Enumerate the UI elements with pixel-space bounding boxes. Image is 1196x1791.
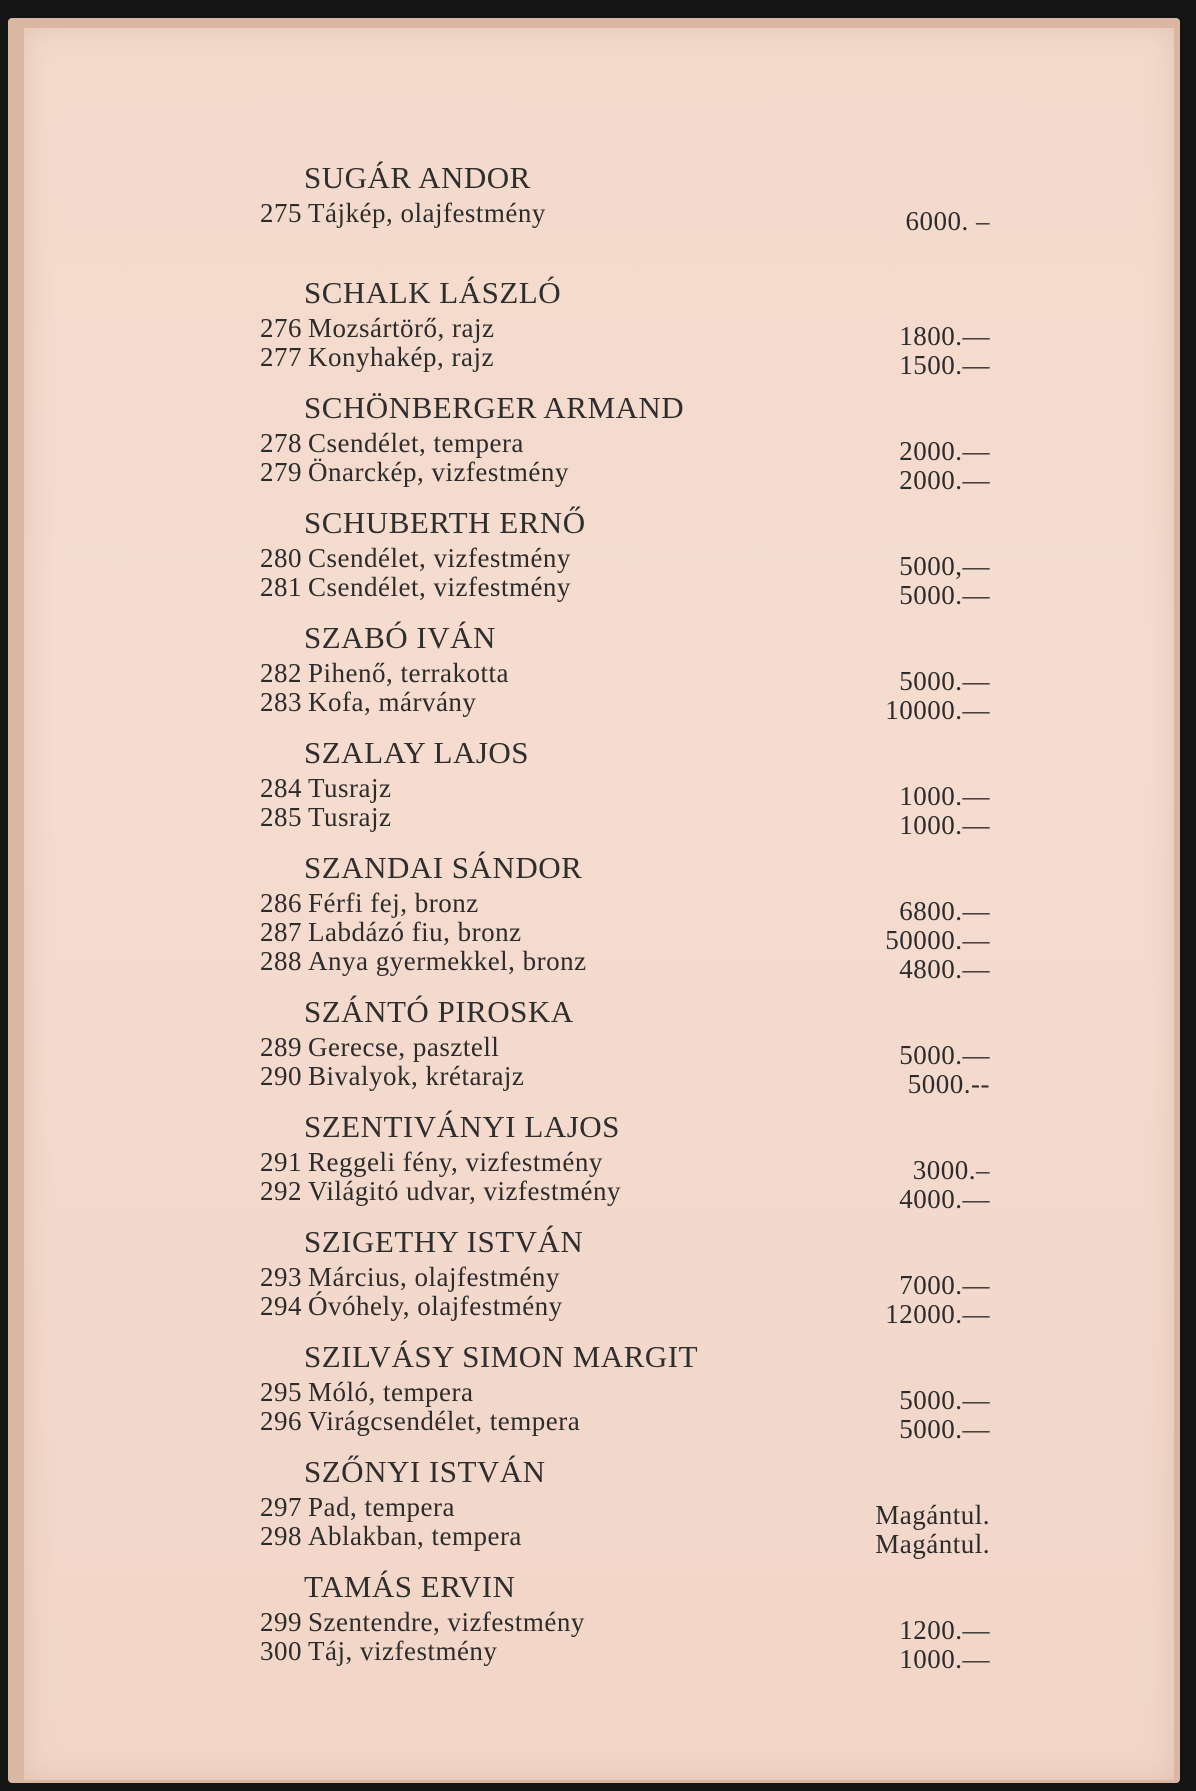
entry-number: 295 bbox=[260, 1377, 302, 1407]
entry-title: Táj, vizfestmény bbox=[308, 1636, 498, 1666]
entry-price: 4800.— bbox=[899, 954, 990, 984]
entry-number: 287 bbox=[260, 917, 302, 947]
catalog-entry bbox=[220, 1406, 1010, 1444]
entry-price: 5000.— bbox=[899, 1040, 990, 1070]
artist-name: SCHUBERTH ERNŐ bbox=[304, 505, 586, 540]
entry-number: 283 bbox=[260, 687, 302, 717]
entry-number: 278 bbox=[260, 428, 302, 458]
entry-price: 5000.— bbox=[899, 666, 990, 696]
entry-price: 5000.— bbox=[899, 1385, 990, 1415]
entry-number: 288 bbox=[260, 946, 302, 976]
artist-section bbox=[220, 158, 1010, 273]
entry-title: Csendélet, vizfestmény bbox=[308, 543, 571, 573]
catalog-entry bbox=[220, 1147, 1010, 1185]
entry-title: Ablakban, tempera bbox=[308, 1521, 522, 1551]
catalog-entry bbox=[220, 572, 1010, 610]
entry-price: 50000.— bbox=[885, 925, 990, 955]
artist-section bbox=[220, 503, 1010, 618]
entry-number: 279 bbox=[260, 457, 302, 487]
catalog-entry bbox=[220, 342, 1010, 380]
artist-name: SZIGETHY ISTVÁN bbox=[304, 1224, 584, 1259]
artist-section bbox=[220, 1107, 1010, 1222]
entry-number: 292 bbox=[260, 1176, 302, 1206]
entry-price: 5000.— bbox=[899, 580, 990, 610]
entry-price: 6000. – bbox=[905, 206, 990, 236]
artist-section bbox=[220, 1337, 1010, 1452]
entry-number: 293 bbox=[260, 1262, 302, 1292]
entry-title: Szentendre, vizfestmény bbox=[308, 1607, 585, 1637]
entry-title: Csendélet, tempera bbox=[308, 428, 524, 458]
artist-name: TAMÁS ERVIN bbox=[304, 1569, 516, 1604]
catalog-entry bbox=[220, 1061, 1010, 1099]
artist-section bbox=[220, 388, 1010, 503]
artist-name: SZENTIVÁNYI LAJOS bbox=[304, 1109, 620, 1144]
entry-price: 1000.— bbox=[899, 781, 990, 811]
entry-title: Tájkép, olajfestmény bbox=[308, 198, 546, 228]
entry-number: 298 bbox=[260, 1521, 302, 1551]
artist-name: SZÁNTÓ PIROSKA bbox=[304, 994, 574, 1029]
catalog-entry bbox=[220, 687, 1010, 725]
catalog-entry bbox=[220, 1607, 1010, 1645]
catalog-entry bbox=[220, 773, 1010, 811]
entry-title: Mozsártörő, rajz bbox=[308, 313, 495, 343]
entry-title: Tusrajz bbox=[308, 773, 392, 803]
entry-price: 7000.— bbox=[899, 1270, 990, 1300]
catalog-entry bbox=[220, 313, 1010, 351]
artist-section bbox=[220, 273, 1010, 388]
artist-section bbox=[220, 1222, 1010, 1337]
entry-title: Önarckép, vizfestmény bbox=[308, 457, 569, 487]
entry-number: 300 bbox=[260, 1636, 302, 1666]
entry-title: Csendélet, vizfestmény bbox=[308, 572, 571, 602]
catalog-entry bbox=[220, 1377, 1010, 1415]
entry-title: Pihenő, terrakotta bbox=[308, 658, 509, 688]
artist-name: SZABÓ IVÁN bbox=[304, 620, 496, 655]
artist-section bbox=[220, 992, 1010, 1107]
catalog-entry bbox=[220, 888, 1010, 926]
catalog-page bbox=[24, 28, 1174, 1780]
entry-price: 1000.— bbox=[899, 1644, 990, 1674]
entry-number: 276 bbox=[260, 313, 302, 343]
entry-title: Konyhakép, rajz bbox=[308, 342, 494, 372]
artist-name: SZŐNYI ISTVÁN bbox=[304, 1454, 546, 1489]
artist-section bbox=[220, 1567, 1010, 1682]
entry-title: Óvóhely, olajfestmény bbox=[308, 1291, 563, 1321]
catalog-entry bbox=[220, 917, 1010, 955]
artist-section bbox=[220, 848, 1010, 992]
catalog-entry bbox=[220, 198, 1010, 236]
entry-price: Magántul. bbox=[875, 1529, 990, 1559]
artist-name: SCHÖNBERGER ARMAND bbox=[304, 390, 685, 425]
entry-price: 2000.— bbox=[899, 436, 990, 466]
entry-title: Világitó udvar, vizfestmény bbox=[308, 1176, 621, 1206]
entry-title: Virágcsendélet, tempera bbox=[308, 1406, 581, 1436]
catalog-entry bbox=[220, 1032, 1010, 1070]
entry-number: 290 bbox=[260, 1061, 302, 1091]
entry-number: 294 bbox=[260, 1291, 302, 1321]
entry-title: Móló, tempera bbox=[308, 1377, 474, 1407]
entry-number: 297 bbox=[260, 1492, 302, 1522]
entry-number: 299 bbox=[260, 1607, 302, 1637]
entry-price: 6800.— bbox=[899, 896, 990, 926]
artist-section bbox=[220, 1452, 1010, 1567]
entry-price: 1000.— bbox=[899, 810, 990, 840]
entry-price: 4000.— bbox=[899, 1184, 990, 1214]
entry-title: Anya gyermekkel, bronz bbox=[308, 946, 587, 976]
entry-number: 296 bbox=[260, 1406, 302, 1436]
artist-section bbox=[220, 733, 1010, 848]
entry-title: Labdázó fiu, bronz bbox=[308, 917, 522, 947]
catalog-entry bbox=[220, 1521, 1010, 1559]
entry-number: 289 bbox=[260, 1032, 302, 1062]
entry-number: 285 bbox=[260, 802, 302, 832]
entry-number: 280 bbox=[260, 543, 302, 573]
entry-price: 1200.— bbox=[899, 1615, 990, 1645]
entry-price: Magántul. bbox=[875, 1500, 990, 1530]
catalog-entry bbox=[220, 1636, 1010, 1674]
catalog-entry bbox=[220, 543, 1010, 581]
catalog-entry bbox=[220, 1176, 1010, 1214]
catalog-entry bbox=[220, 1492, 1010, 1530]
catalog-entry bbox=[220, 428, 1010, 466]
entry-title: Férfi fej, bronz bbox=[308, 888, 479, 918]
artist-name: SCHALK LÁSZLÓ bbox=[304, 275, 562, 310]
catalog-entry bbox=[220, 1291, 1010, 1329]
entry-number: 286 bbox=[260, 888, 302, 918]
entry-price: 5000,— bbox=[899, 551, 990, 581]
entry-number: 282 bbox=[260, 658, 302, 688]
entry-price: 12000.— bbox=[885, 1299, 990, 1329]
entry-title: Pad, tempera bbox=[308, 1492, 455, 1522]
catalog-entry bbox=[220, 946, 1010, 984]
catalog-entry bbox=[220, 802, 1010, 840]
artist-name: SZALAY LAJOS bbox=[304, 735, 530, 770]
entry-number: 284 bbox=[260, 773, 302, 803]
entry-price: 2000.— bbox=[899, 465, 990, 495]
catalog-list bbox=[220, 158, 1010, 1682]
entry-price: 1500.— bbox=[899, 350, 990, 380]
entry-title: Bivalyok, krétarajz bbox=[308, 1061, 525, 1091]
entry-price: 5000.-- bbox=[907, 1069, 990, 1099]
entry-title: Reggeli fény, vizfestmény bbox=[308, 1147, 603, 1177]
artist-name: SZILVÁSY SIMON MARGIT bbox=[304, 1339, 699, 1374]
entry-price: 5000.— bbox=[899, 1414, 990, 1444]
entry-price: 10000.— bbox=[885, 695, 990, 725]
entry-number: 277 bbox=[260, 342, 302, 372]
catalog-entry bbox=[220, 1262, 1010, 1300]
artist-name: SUGÁR ANDOR bbox=[304, 160, 531, 195]
catalog-entry bbox=[220, 457, 1010, 495]
artist-name: SZANDAI SÁNDOR bbox=[304, 850, 583, 885]
entry-title: Március, olajfestmény bbox=[308, 1262, 560, 1292]
entry-number: 291 bbox=[260, 1147, 302, 1177]
entry-title: Tusrajz bbox=[308, 802, 392, 832]
entry-number: 281 bbox=[260, 572, 302, 602]
entry-title: Kofa, márvány bbox=[308, 687, 477, 717]
entry-price: 3000.– bbox=[912, 1155, 990, 1185]
artist-section bbox=[220, 618, 1010, 733]
entry-price: 1800.— bbox=[899, 321, 990, 351]
catalog-entry bbox=[220, 658, 1010, 696]
entry-number: 275 bbox=[260, 198, 302, 228]
entry-title: Gerecse, pasztell bbox=[308, 1032, 500, 1062]
